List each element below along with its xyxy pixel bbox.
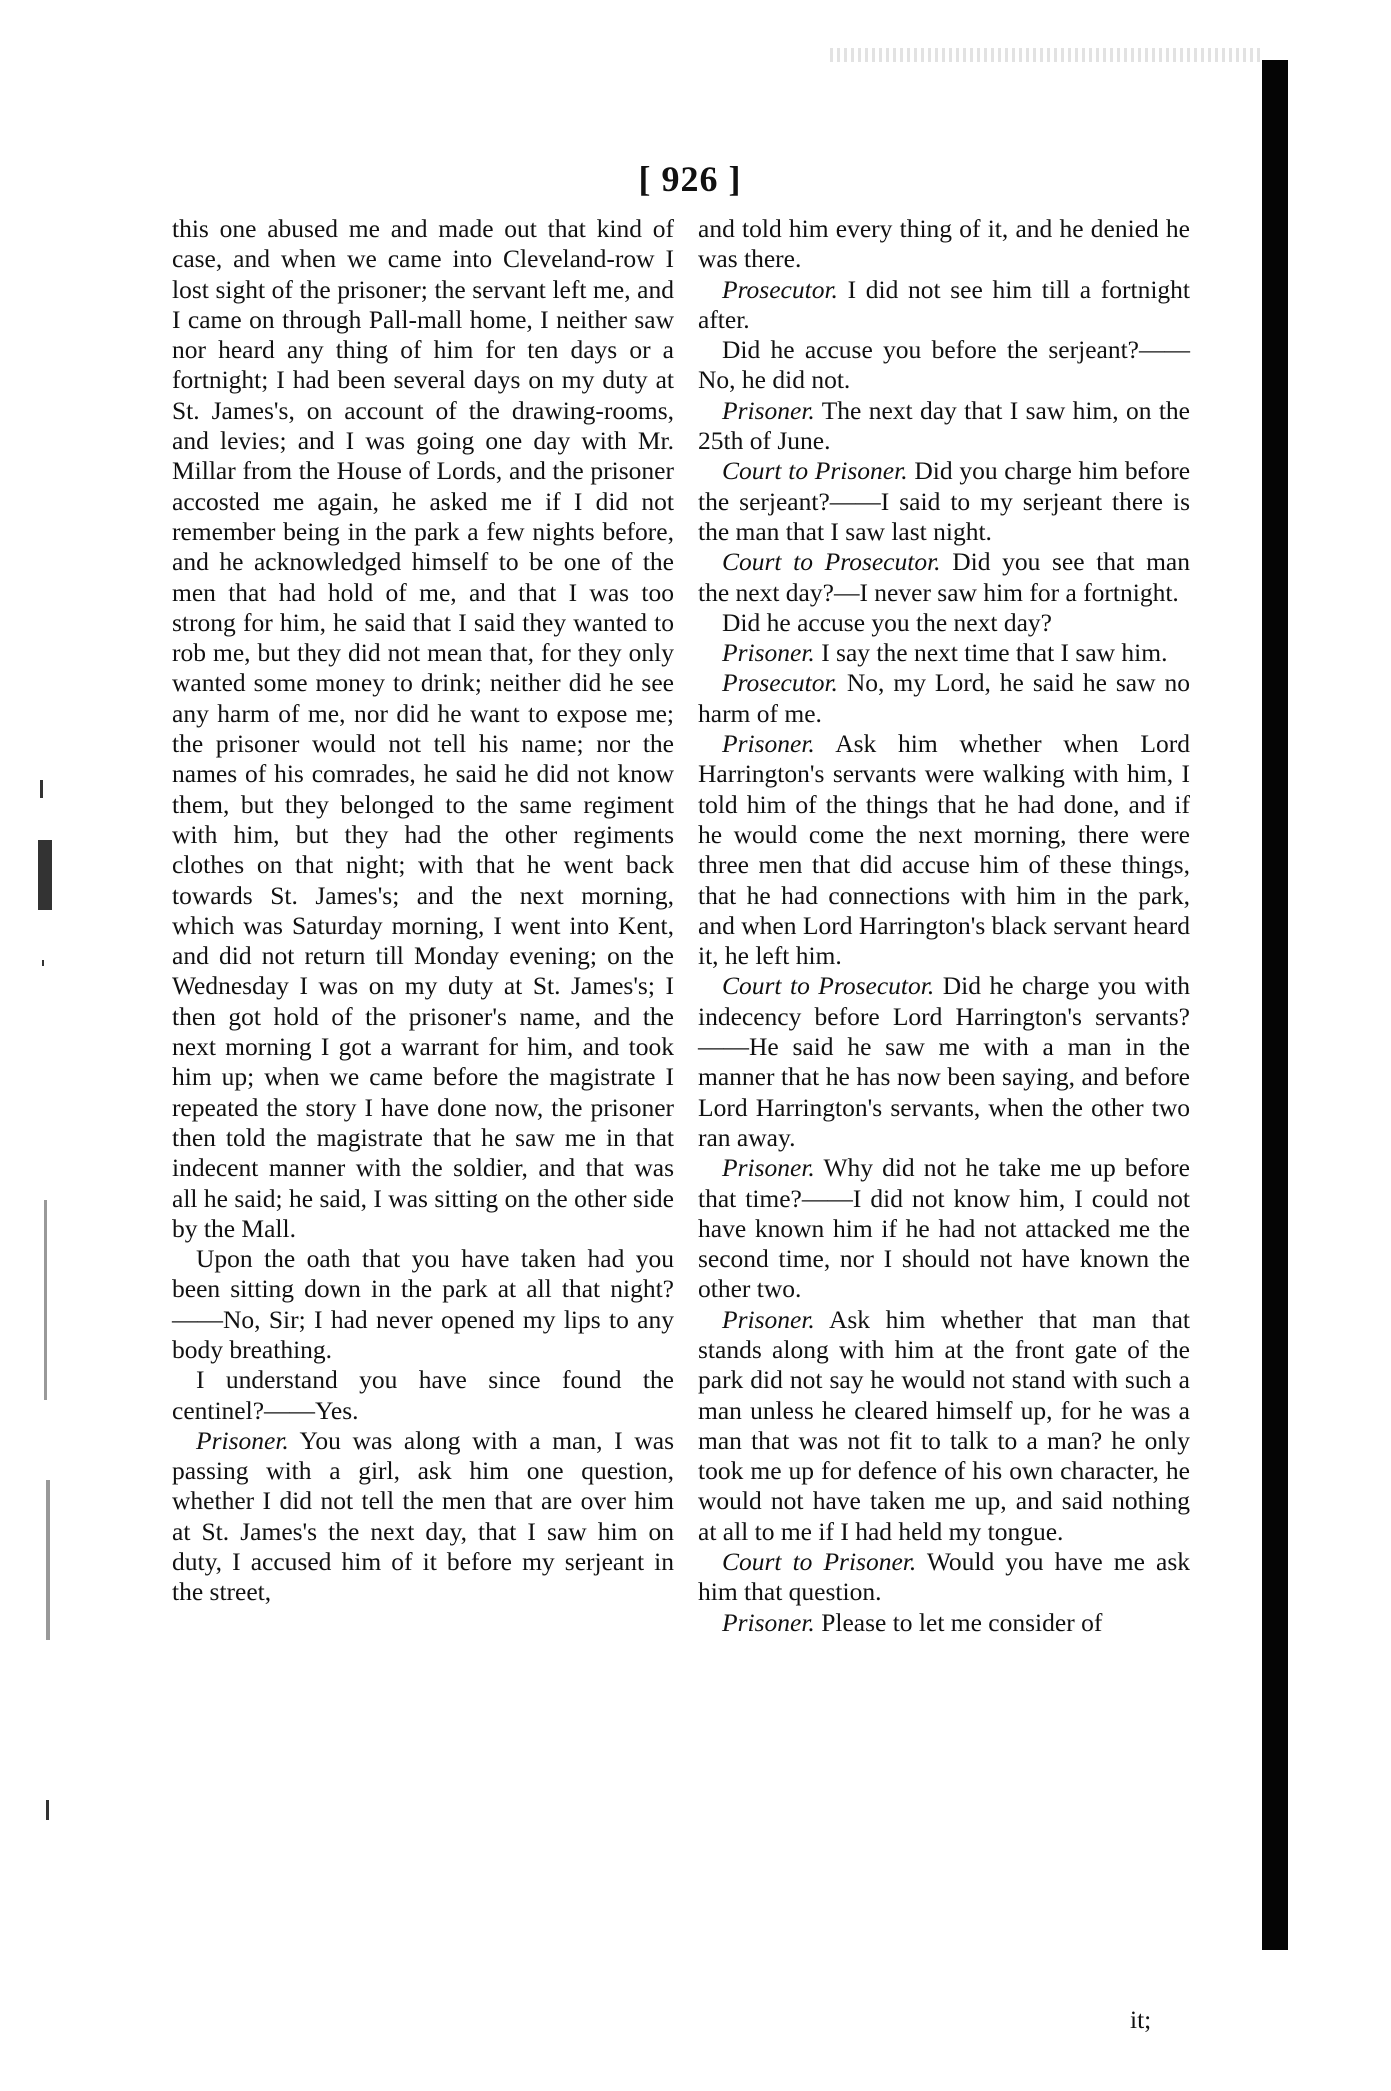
speaker-label: Prosecutor. bbox=[722, 668, 838, 698]
paragraph bbox=[172, 214, 674, 1244]
paragraph bbox=[698, 1547, 1190, 1608]
paragraph bbox=[698, 275, 1190, 336]
speaker-label: Court to Prisoner. bbox=[722, 456, 908, 486]
paragraph-text: Did he accuse you the next day? bbox=[722, 607, 1052, 637]
page-number-header: [ 926 ] bbox=[638, 159, 742, 199]
paragraph-text: Did he charge you with indecency before Lord Harrington's servants?——He said he saw me with a man in the manner that he has now been saying, and before Lord Harrington's servants, when the other two ran away. bbox=[698, 971, 1191, 1152]
paragraph-text: I say the next time that I saw him. bbox=[821, 638, 1168, 668]
scan-page-edge-shadow bbox=[1262, 60, 1288, 1950]
paragraph bbox=[698, 668, 1190, 729]
paragraph-text: this one abused me and made out that kind of case, and when we came into Cleveland-row I lost sight of the prisoner; the servant left me, and I came on through Pall-mall home, I neither saw nor heard any thing of him for ten days or a fortnight; I had been several days on my duty at St. James's, on account of the drawing-rooms, and levies; and I was going one day with Mr. Millar from the House of Lords, and the prisoner accosted me again, he asked me if I did not remember being in the park a few nights before, and he acknowledged himself to be one of the men that had hold of me, and that I was too strong for him, he said that I said they wanted to rob me, but they did not mean that, for they only wanted some money to drink; neither did he see any harm of me, nor did he want to expose me; the prisoner would not tell his name; nor the names of his comrades, he said he did not know them, but they belonged to the same regiment with him, but they had the other regiments clothes on that night; with that he went back towards St. James's; and the next morning, which was Saturday morning, I went into Kent, and did not return till Monday evening; on the Wednesday I was on my duty at St. James's; I then got hold of the prisoner's name, and the next morning I got a warrant for him, and took him up; when we came before the magistrate I repeated the story I have done now, the prisoner then told the magistrate that he saw me in that indecent manner with the soldier, and that was all he said; he said, I was sitting on the other side by the Mall. bbox=[172, 214, 674, 1243]
paragraph bbox=[172, 1244, 674, 1365]
paragraph bbox=[698, 547, 1190, 608]
speaker-label: Court to Prisoner. bbox=[722, 1547, 917, 1577]
paragraph-text: You was along with a man, I was passing with a girl, ask him one question, whether I did not tell the men that are over him at St. James's the next day, that I saw him on duty, I accused him of it before my serjeant in the street, bbox=[172, 1425, 674, 1607]
paragraph-text: Did you charge him before the serjeant?——I said to my serjeant there is the man that I saw last night. bbox=[698, 456, 1191, 546]
paragraph bbox=[172, 1426, 674, 1608]
speaker-label: Prisoner. bbox=[722, 729, 815, 759]
paragraph-text: Would you have me ask him that question. bbox=[698, 1547, 1190, 1607]
paragraph-text: Did you see that man the next day?—I never saw him for a fortnight. bbox=[698, 547, 1190, 607]
paragraph bbox=[698, 335, 1190, 396]
speaker-label: Prisoner. bbox=[722, 1153, 815, 1183]
speaker-label: Court to Prosecutor. bbox=[722, 547, 941, 577]
paragraph bbox=[698, 638, 1190, 668]
paragraph-text: Upon the oath that you have taken had you been sitting down in the park at all that night?——No, Sir; I had never opened my lips to any body breathing. bbox=[172, 1244, 674, 1364]
paragraph bbox=[698, 608, 1190, 638]
paragraph bbox=[698, 214, 1190, 275]
paragraph bbox=[698, 971, 1190, 1153]
paragraph bbox=[698, 1608, 1190, 1638]
speaker-label: Prisoner. bbox=[722, 1607, 815, 1637]
paragraph-text: Please to let me consider of bbox=[821, 1607, 1103, 1637]
paragraph-text: Ask him whether when Lord Harrington's servants were walking with him, I told him of the things that he had done, and if he would come the next morning, there were three men that did accuse him of these things, that he had connections with him in the park, and when Lord Harrington's black servant heard it, he left him. bbox=[698, 729, 1190, 971]
paragraph-text: Ask him whether that man that stands along with him at the front gate of the park did not say he would not stand with such a man unless he cleared himself up, for he was a man that was not fit to talk to a man? he only took me up for defence of his own character, he would not have taken me up, and said nothing at all to me if I had held my tongue. bbox=[698, 1304, 1191, 1546]
paragraph-text: I understand you have since found the centinel?——Yes. bbox=[172, 1365, 674, 1425]
paragraph-text: The next day that I saw him, on the 25th of June. bbox=[698, 395, 1191, 456]
speaker-label: Prisoner. bbox=[722, 638, 815, 668]
speaker-label: Court to Prosecutor. bbox=[722, 971, 935, 1001]
paragraph bbox=[698, 396, 1190, 457]
paragraph bbox=[698, 1305, 1190, 1547]
speaker-label: Prisoner. bbox=[722, 395, 815, 425]
paragraph-text: Why did not he take me up before that time?——I did not know him, I could not have known him if he had not attacked me the second time, nor I should not have known the other two. bbox=[698, 1153, 1190, 1304]
paragraph-text: and told him every thing of it, and he denied he was there. bbox=[698, 214, 1190, 274]
speaker-label: Prisoner. bbox=[722, 1304, 815, 1334]
paragraph-text: I did not see him till a fortnight after. bbox=[698, 274, 1190, 334]
scan-margin-specks bbox=[38, 780, 60, 1980]
right-text-column bbox=[698, 214, 1190, 1638]
scan-top-edge-noise bbox=[830, 48, 1260, 62]
paragraph bbox=[172, 1365, 674, 1426]
speaker-label: Prosecutor. bbox=[722, 274, 838, 304]
left-text-column bbox=[172, 214, 674, 1608]
paragraph bbox=[698, 1153, 1190, 1304]
paragraph bbox=[698, 456, 1190, 547]
paragraph-text: No, my Lord, he said he saw no harm of me. bbox=[698, 668, 1190, 728]
paragraph-text: Did he accuse you before the serjeant?——No, he did not. bbox=[698, 335, 1190, 395]
speaker-label: Prisoner. bbox=[196, 1425, 289, 1455]
catchword: it; bbox=[1130, 2005, 1152, 2034]
paragraph bbox=[698, 729, 1190, 971]
